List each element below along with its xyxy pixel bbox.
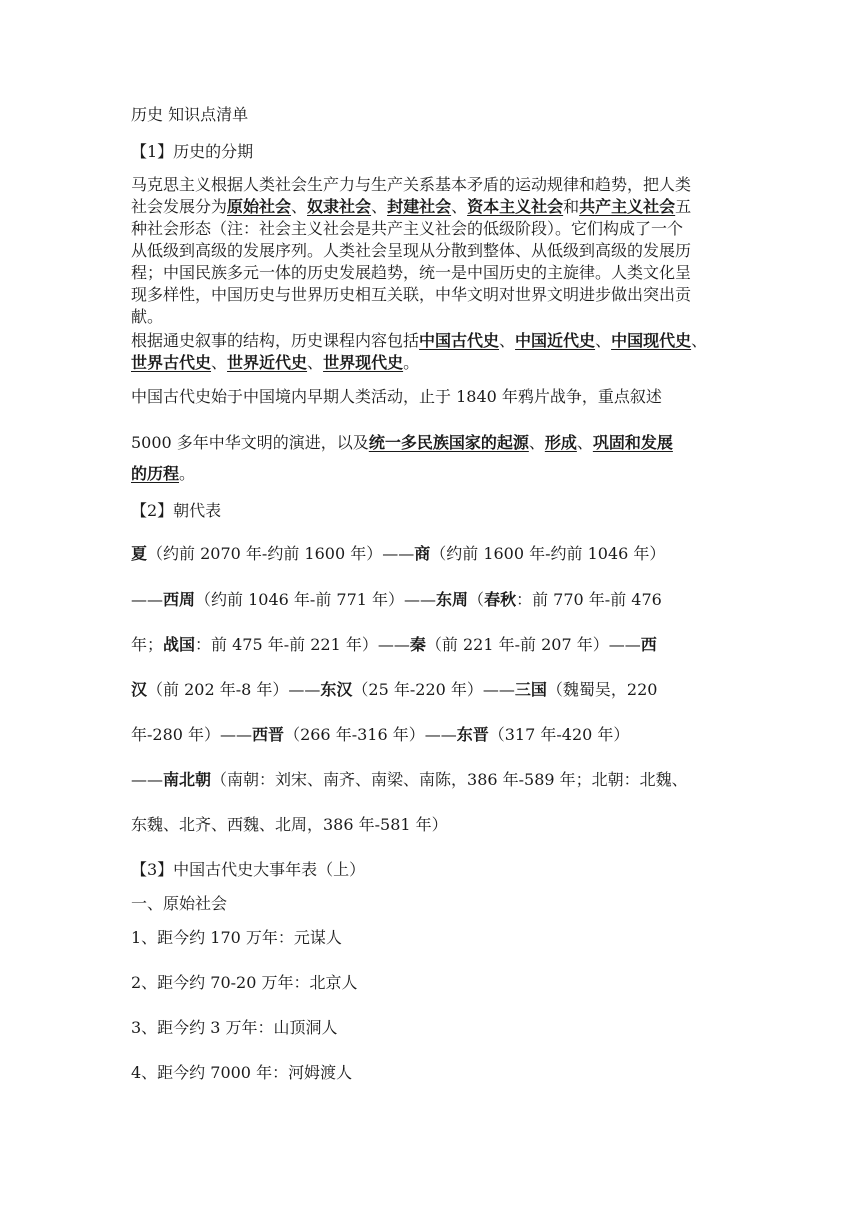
dynasty-line: 东魏、北齐、西魏、北周，386 年-581 年） <box>131 815 448 834</box>
dynasty-line: 年；战国：前 475 年-前 221 年）——秦（前 221 年-前 207 年）——西 <box>131 635 657 654</box>
dynasty-line: 汉（前 202 年-8 年）——东汉（25 年-220 年）——三国（魏蜀吴，220 <box>131 680 658 699</box>
dynasty-line: ——南北朝（南朝：刘宋、南齐、南梁、南陈，386 年-589 年；北朝：北魏、 <box>131 770 688 789</box>
paragraph-line: 中国古代史始于中国境内早期人类活动，止于 1840 年鸦片战争，重点叙述 <box>131 387 662 406</box>
list-item: 3、距今约 3 万年：山顶洞人 <box>131 1018 338 1037</box>
term-primitive-society: 原始社会 <box>227 197 292 216</box>
dynasty-line: 夏（约前 2070 年-约前 1600 年）——商（约前 1600 年-约前 1046 年） <box>131 544 666 563</box>
term-modern-china: 中国近代史 <box>515 331 596 350</box>
paragraph-line: 马克思主义根据人类社会生产力与生产关系基本矛盾的运动规律和趋势，把人类 <box>131 175 692 194</box>
section-heading-periodization: 【1】历史的分期 <box>131 142 254 161</box>
paragraph-line: 根据通史叙事的结构，历史课程内容包括中国古代史、中国近代史、中国现代史、 <box>131 331 708 350</box>
term-contemporary-china: 中国现代史 <box>611 331 692 350</box>
paragraph-line: 程；中国民族多元一体的历史发展趋势，统一是中国历史的主旋律。人类文化呈 <box>131 263 692 282</box>
term-ancient-world: 世界古代史 <box>131 353 212 372</box>
term-modern-world: 世界近代史 <box>227 353 308 372</box>
paragraph-line: 5000 多年中华文明的演进，以及统一多民族国家的起源、形成、巩固和发展 <box>131 433 673 452</box>
term-formation: 形成 <box>544 433 577 452</box>
paragraph-line: 现多样性，中国历史与世界历史相互关联，中华文明对世界文明进步做出突出贡 <box>131 285 692 304</box>
term-process: 的历程 <box>131 464 180 483</box>
subheading-primitive-society: 一、原始社会 <box>131 894 228 913</box>
term-slave-society: 奴隶社会 <box>307 197 372 216</box>
paragraph-line: 的历程。 <box>131 464 196 483</box>
section-heading-timeline: 【3】中国古代史大事年表（上） <box>131 860 366 879</box>
paragraph-line: 种社会形态（注：社会主义社会是共产主义社会的低级阶段）。它们构成了一个 <box>131 219 684 238</box>
document-title: 历史 知识点清单 <box>131 105 249 124</box>
term-origin: 统一多民族国家的起源 <box>368 433 529 452</box>
term-consolidation: 巩固和发展 <box>592 433 673 452</box>
list-item: 2、距今约 70-20 万年：北京人 <box>131 973 358 992</box>
term-feudal-society: 封建社会 <box>387 197 452 216</box>
list-item: 4、距今约 7000 年：河姆渡人 <box>131 1063 353 1082</box>
paragraph-line: 世界古代史、世界近代史、世界现代史。 <box>131 353 420 372</box>
term-contemporary-world: 世界现代史 <box>323 353 404 372</box>
term-capitalist-society: 资本主义社会 <box>467 197 564 216</box>
dynasty-line: ——西周（约前 1046 年-前 771 年）——东周（春秋：前 770 年-前 476 <box>131 590 662 609</box>
paragraph-line: 献。 <box>131 307 164 326</box>
list-item: 1、距今约 170 万年：元谋人 <box>131 928 342 947</box>
section-heading-dynasties: 【2】朝代表 <box>131 501 222 520</box>
term-communist-society: 共产主义社会 <box>579 197 676 216</box>
term-ancient-china: 中国古代史 <box>419 331 500 350</box>
paragraph-line: 从低级到高级的发展序列。人类社会呈现从分散到整体、从低级到高级的发展历 <box>131 241 692 260</box>
dynasty-line: 年-280 年）——西晋（266 年-316 年）——东晋（317 年-420 年） <box>131 725 630 744</box>
paragraph-line: 社会发展分为原始社会、奴隶社会、封建社会、资本主义社会和共产主义社会五 <box>131 197 692 216</box>
